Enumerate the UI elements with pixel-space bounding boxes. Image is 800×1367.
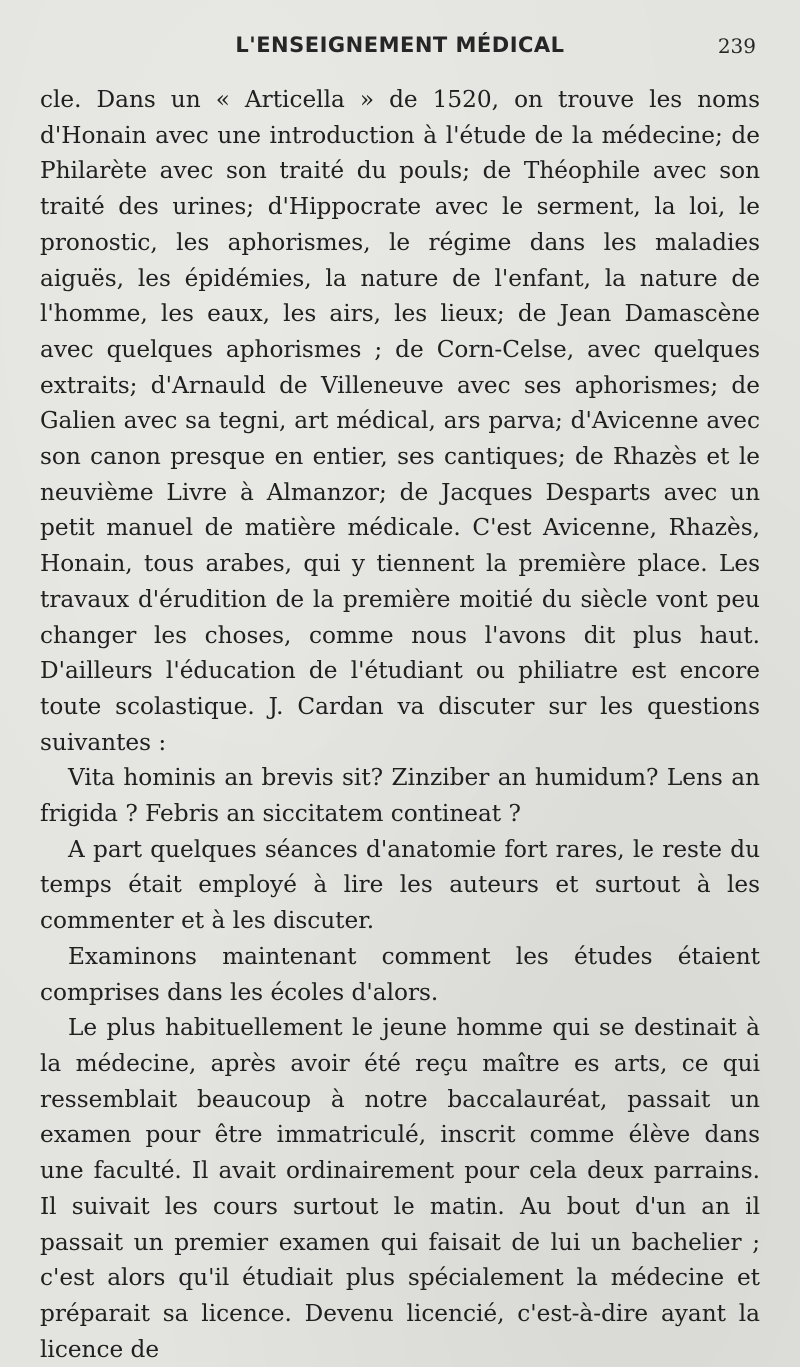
paragraph: Vita hominis an brevis sit? Zinziber an humidum? Lens an frigida ? Febris an siccitatem contineat ? (40, 764, 760, 828)
paragraph: A part quelques séances d'anatomie fort rares, le reste du temps était employé à lire les auteurs et surtout à les commenter et à les discuter. (40, 835, 760, 935)
page-number: 239 (717, 34, 756, 58)
body-text (40, 82, 760, 1367)
paragraph: Examinons maintenant comment les études étaient comprises dans les écoles d'alors. (40, 942, 760, 1006)
page-header (0, 33, 800, 63)
paragraph: cle. Dans un « Articella » de 1520, on trouve les noms d'Honain avec une introduction à l'étude de la médecine; de Philarète avec son traité du pouls; de Théophile avec son traité des urines; d'Hippocrate avec le serment, la loi, le pronostic, les aphorismes, le régime dans les maladies aiguës, les épidémies, la nature de l'enfant, la nature de l'homme, les eaux, les airs, les lieux; de Jean Damascène avec quelques aphorismes ; de Corn-Celse, avec quelques extraits; d'Arnauld de Villeneuve avec ses aphorismes; de Galien avec sa tegni, art médical, ars parva; d'Avicenne avec son canon presque en entier, ses cantiques; de Rhazès et le neuvième Livre à Almanzor; de Jacques Desparts avec un petit manuel de matière médicale. C'est Avicenne, Rhazès, Honain, tous arabes, qui y tiennent la première place. Les travaux d'érudition de la première moitié du siècle vont peu changer les choses, comme nous l'avons dit plus haut. D'ailleurs l'éducation de l'étudiant ou philiatre est encore toute scolastique. J. Cardan va discuter sur les questions suivantes : (40, 86, 760, 756)
paragraph: Le plus habituellement le jeune homme qui se destinait à la médecine, après avoir été reçu maître es arts, ce qui ressemblait beaucoup à notre baccalauréat, passait un examen pour être immatriculé, inscrit comme élève dans une faculté. Il avait ordinairement pour cela deux parrains. Il suivait les cours surtout le matin. Au bout d'un an il passait un premier examen qui faisait de lui un bachelier ; c'est alors qu'il étudiait plus spécialement la médecine et préparait sa licence. Devenu licencié, c'est-à-dire ayant la licence de (40, 1014, 760, 1363)
running-title: L'ENSEIGNEMENT MÉDICAL (235, 33, 565, 57)
